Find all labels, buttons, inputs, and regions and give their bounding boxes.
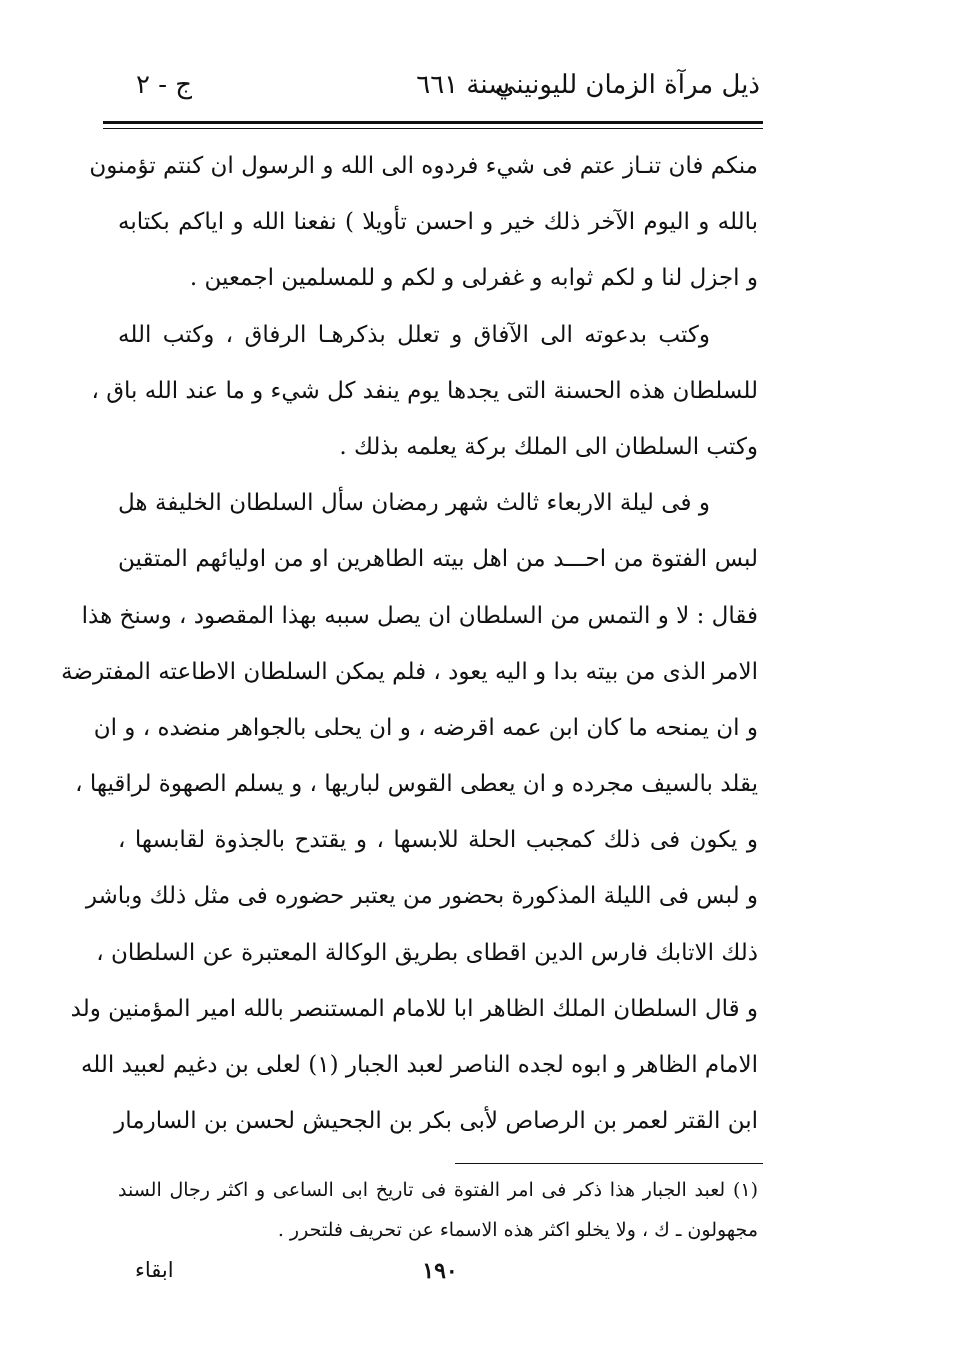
footnotes: [118, 1170, 758, 1250]
text-line: ابن القتر لعمر بن الرصاص لأبى بكر بن الجحيش لحسن بن السارمار: [114, 1108, 758, 1135]
text-line: ذلك الاتابك فارس الدين اقطاى بطريق الوكالة المعتبرة عن السلطان ،: [96, 939, 758, 966]
header-rule-thin: [103, 128, 763, 129]
text-line: و قال السلطان الملك الظاهر ابا للامام المستنصر بالله امير المؤمنين ولد: [70, 995, 758, 1022]
volume-label: ج - ٢: [136, 70, 193, 100]
text-line: و فى ليلة الاربعاء ثالث شهر رمضان سأل السلطان الخليفة هل: [118, 490, 710, 517]
text-line: يقلد بالسيف مجرده و ان يعطى القوس لباريها ، و يسلم الصهوة لراقيها ،: [75, 771, 758, 798]
text-line: بالله و اليوم الآخر ذلك خير و احسن تأويلا ) نفعنا الله و اياكم بكتابه: [118, 209, 758, 236]
text-line: و لبس فى الليلة المذكورة بحضور من يعتبر حضوره فى مثل ذلك وباشر: [85, 883, 758, 910]
header-rule-thick: [103, 121, 763, 124]
main-text: [61, 138, 758, 1149]
text-line: و اجزل لنا و لكم ثوابه و غفرلى و لكم و للمسلمين اجمعين .: [189, 265, 758, 292]
text-line: منكم فان تنـاز عتم فى شيء فردوه الى الله و الرسول ان كنتم تؤمنون: [89, 153, 758, 179]
text-line: وكتب السلطان الى الملك بركة يعلمه بذلك .: [339, 433, 758, 460]
footnote-line: (١) لعبد الجبار هذا ذكر فى امر الفتوة فى تاريخ ابى الساعى و اكثر رجال السند: [118, 1179, 758, 1201]
running-header: [100, 70, 760, 114]
text-line: للسلطان هذه الحسنة التى يجدها يوم ينفد كل شيء و ما عند الله باق ،: [91, 377, 758, 404]
text-line: و ان يمنحه ما كان ابن عمه اقرضه ، و ان يحلى بالجواهر منضده ، و ان: [93, 714, 758, 741]
book-title: ذيل مرآة الزمان لليونيني: [494, 70, 760, 100]
text-line: لبس الفتوة من احـــد من اهل بيته الطاهرين او من اوليائهم المتقين: [118, 546, 758, 573]
text-line: و يكون فى ذلك كمجبب الحلة للابسها ، و يقتدح بالجذوة لقابسها ،: [118, 827, 758, 854]
year-label: سنة ٦٦١: [416, 70, 510, 100]
footnote-line: مجهولون ـ ك ، ولا يخلو اكثر هذه الاسماء عن تحريف فلتحرر .: [277, 1219, 758, 1241]
catchword: ابقاء: [135, 1258, 174, 1282]
footnote-rule: [455, 1163, 763, 1164]
text-line: الامر الذى من بيته بدا و اليه يعود ، فلم يمكن السلطان الاطاعته المفترضة: [61, 658, 758, 685]
text-line: وكتب بدعوته الى الآفاق و تعلل بذكرهـا الرفاق ، وكتب الله: [118, 321, 710, 348]
text-line: فقال : لا و التمس من السلطان ان يصل سببه بهذا المقصود ، وسنخ هذا: [81, 602, 758, 629]
page-number: ١٩٠: [422, 1258, 458, 1284]
text-line: الامام الظاهر و ابوه لجده الناصر لعبد الجبار (١) لعلى بن دغيم لعبيد الله: [80, 1052, 758, 1078]
